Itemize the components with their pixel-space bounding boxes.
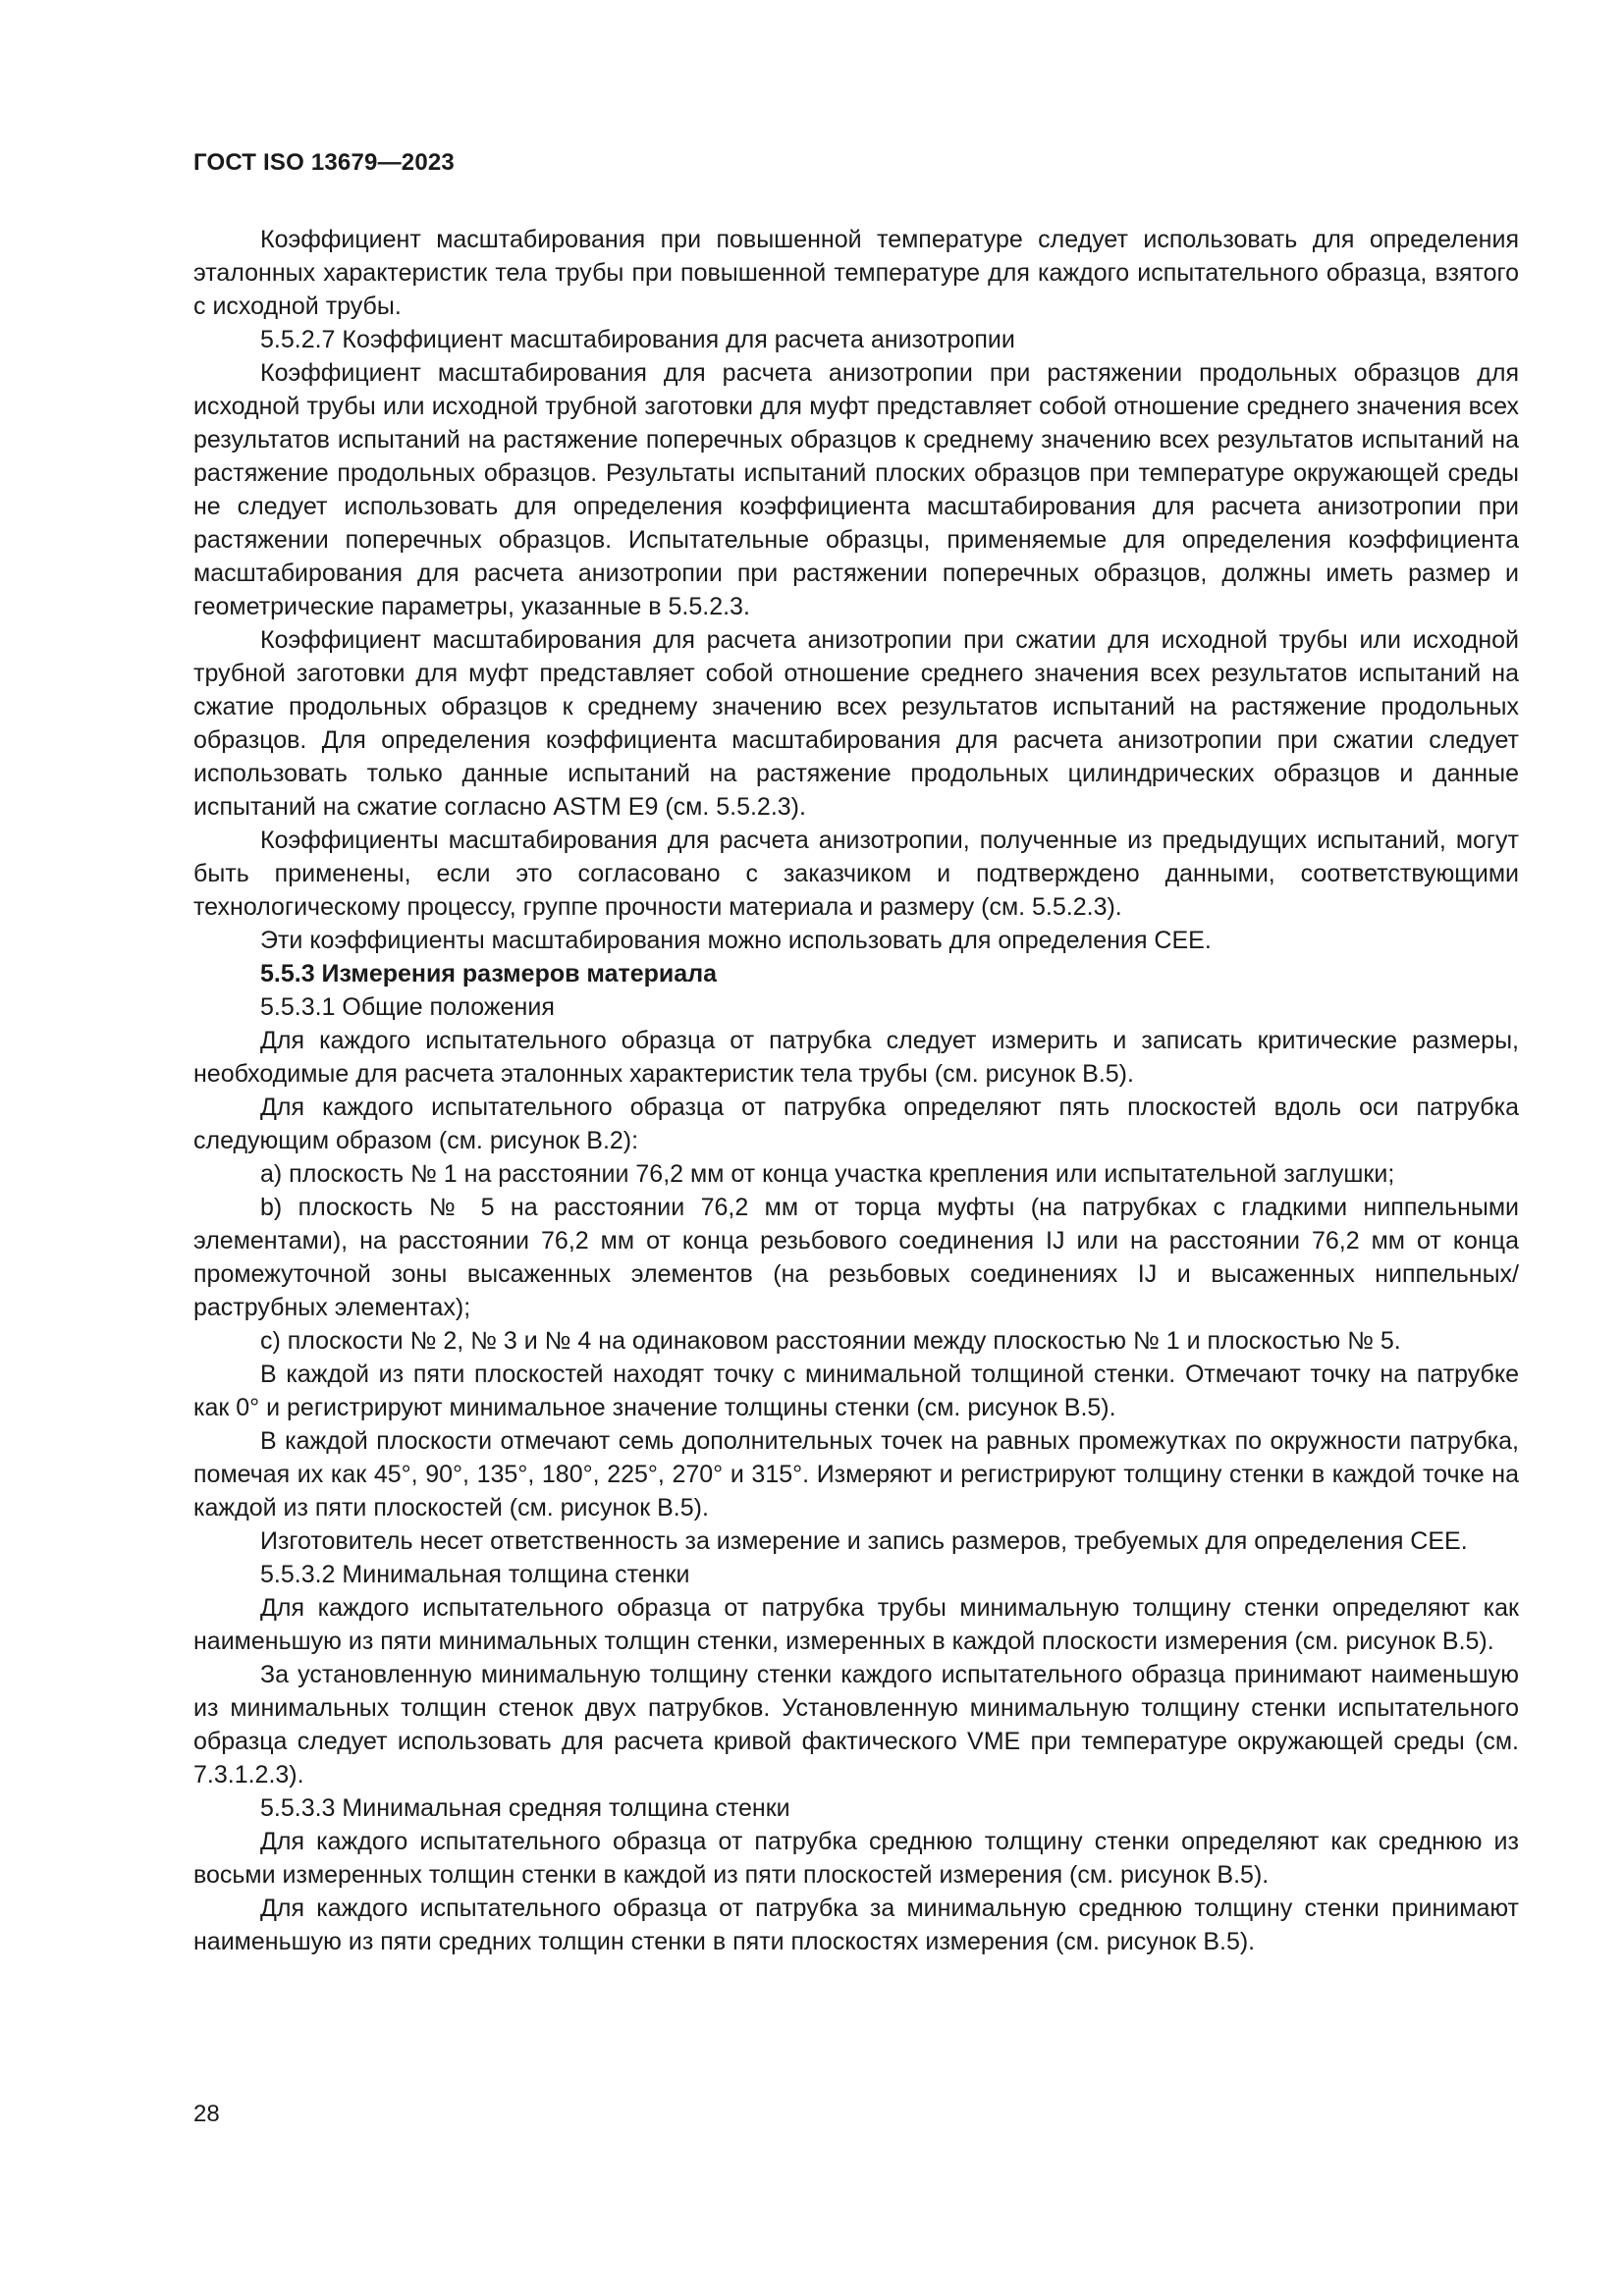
paragraph: Коэффициент масштабирования для расчета анизотропии при растяжении продольных образцов для исходной трубы или исходной трубной заготовки для муфт представляет собой отношение среднего значения всех результатов испытаний на растяжение поперечных образцов к среднему значению всех результатов испытаний на растяжение продольных образцов. Результаты испытаний плоских образцов при температуре окружающей среды не следует использовать для определения коэффициента масштабирования для расчета анизотропии при растяжении поперечных образцов. Испытательные образцы, применяемые для определения коэффициента масштабирования для расчета анизотропии при растяжении поперечных образцов, должны иметь размер и геометрические параметры, указанные в 5.5.2.3. [193, 359, 1519, 620]
paragraph: В каждой из пяти плоскостей находят точку с минимальной толщиной стенки. Отмечают точку на патрубке как 0° и регистрируют минимальное значение толщины стенки (см. рисунок В.5). [193, 1361, 1519, 1421]
paragraph: В каждой плоскости отмечают семь дополнительных точек на равных промежутках по окружности патрубка, помечая их как 45°, 90°, 135°, 180°, 225°, 270° и 315°. Измеряют и регистрируют толщину стенки в каждой точке на каждой из пяти плоскостей (см. рисунок В.5). [193, 1427, 1519, 1522]
paragraph: Для каждого испытательного образца от патрубка среднюю толщину стенки определяют как среднюю из восьми измеренных толщин стенки в каждой из пяти плоскостей измерения (см. рисунок В.5). [193, 1828, 1519, 1889]
list-item: c) плоскости № 2, № 3 и № 4 на одинаковом расстоянии между плоскостью № 1 и плоскостью № 5. [260, 1327, 1401, 1355]
paragraph: Для каждого испытательного образца от патрубка трубы минимальную толщину стенки определяют как наименьшую из пяти минимальных толщин стенки, измеренных в каждой плоскости измерения (см. рисунок В.5). [193, 1594, 1519, 1655]
subsection-heading: 5.5.3.1 Общие положения [260, 993, 555, 1021]
section-heading: 5.5.3 Измерения размеров материала [260, 960, 717, 988]
subsection-heading: 5.5.3.3 Минимальная средняя толщина стенки [260, 1794, 790, 1822]
document-header: ГОСТ ISO 13679—2023 [193, 149, 455, 176]
subsection-heading: 5.5.3.2 Минимальная толщина стенки [260, 1561, 690, 1588]
paragraph: Эти коэффициенты масштабирования можно использовать для определения СЕЕ. [260, 927, 1212, 954]
paragraph: Коэффициент масштабирования для расчета анизотропии при сжатии для исходной трубы или исходной трубной заготовки для муфт представляет собой отношение среднего значения всех результатов испытаний на сжатие продольных образцов к среднему значению всех результатов испытаний на растяжение продольных образцов. Для определения коэффициента масштабирования для расчета анизотропии при сжатии следует использовать только данные испытаний на растяжение продольных цилиндрических образцов и данные испытаний на сжатие согласно ASTM E9 (см. 5.5.2.3). [193, 626, 1519, 821]
paragraph: Коэффициенты масштабирования для расчета анизотропии, полученные из предыдущих испытаний, могут быть применены, если это согласовано с заказчиком и подтверждено данными, соответствующими технологическому процессу, группе прочности материала и размеру (см. 5.5.2.3). [193, 827, 1519, 921]
list-item: b) плоскость № 5 на расстоянии 76,2 мм от торца муфты (на патрубках с гладкими ниппельными элементами), на расстоянии 76,2 мм от конца резьбового соединения IJ или на расстоянии 76,2 мм от конца промежуточной зоны высаженных элементов (на резьбовых соединениях IJ и высаженных ниппельных/раструбных элементах); [193, 1194, 1519, 1321]
paragraph: Для каждого испытательного образца от патрубка определяют пять плоскостей вдоль оси патрубка следующим образом (см. рисунок В.2): [193, 1094, 1519, 1154]
paragraph: Для каждого испытательного образца от патрубка за минимальную среднюю толщину стенки принимают наименьшую из пяти средних толщин стенки в пяти плоскостях измерения (см. рисунок В.5). [193, 1895, 1519, 1955]
list-item: a) плоскость № 1 на расстоянии 76,2 мм от конца участка крепления или испытательной заглушки; [260, 1160, 1395, 1188]
paragraph: Изготовитель несет ответственность за измерение и запись размеров, требуемых для определения СЕЕ. [260, 1527, 1468, 1555]
paragraph: Для каждого испытательного образца от патрубка следует измерить и записать критические размеры, необходимые для расчета эталонных характеристик тела трубы (см. рисунок В.5). [193, 1027, 1519, 1088]
page-number: 28 [193, 2101, 220, 2127]
subsection-heading: 5.5.2.7 Коэффициент масштабирования для расчета анизотропии [260, 326, 1015, 353]
paragraph: За установленную минимальную толщину стенки каждого испытательного образца принимают наименьшую из минимальных толщин стенок двух патрубков. Установленную минимальную толщину стенки испытательного образца следует использовать для расчета кривой фактического VME при температуре окружающей среды (см. 7.3.1.2.3). [193, 1661, 1519, 1789]
document-body [193, 223, 1519, 1958]
paragraph: Коэффициент масштабирования при повышенной температуре следует использовать для определения эталонных характеристик тела трубы при повышенной температуре для каждого испытательного образца, взятого с исходной трубы. [193, 226, 1519, 320]
